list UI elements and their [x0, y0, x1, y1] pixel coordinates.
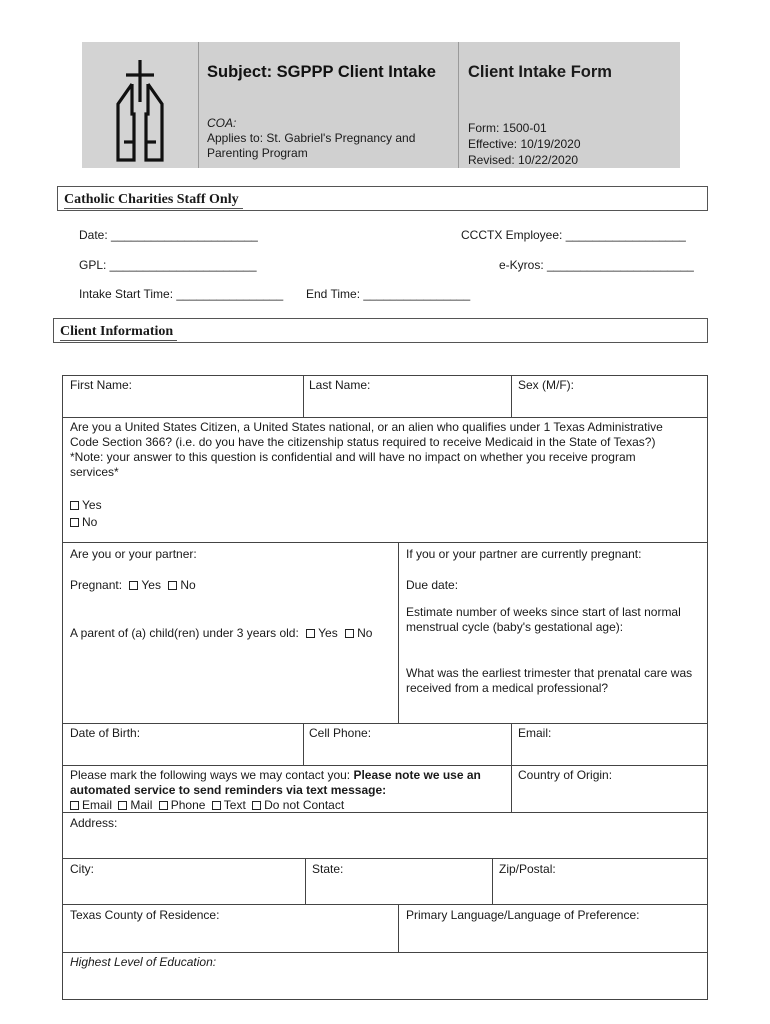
language-label[interactable]: Primary Language/Language of Preference: [406, 908, 640, 922]
citizenship-yes-option[interactable] [70, 498, 102, 513]
contact-options [70, 798, 344, 813]
checkbox-icon[interactable] [129, 581, 138, 590]
contact-intro: Please mark the following ways we may contact you: [70, 768, 354, 782]
client-info-table [62, 375, 708, 1000]
last-name-label[interactable]: Last Name: [309, 378, 371, 392]
email-label[interactable]: Email: [518, 726, 552, 740]
first-name-label[interactable]: First Name: [70, 378, 133, 392]
citizenship-note-line2: services* [70, 465, 119, 479]
pregnant-no-label[interactable]: No [180, 578, 196, 592]
intake-start-field[interactable]: Intake Start Time: ________________ [79, 287, 284, 301]
staff-section-title: Catholic Charities Staff Only [64, 192, 243, 209]
zip-label[interactable]: Zip/Postal: [499, 862, 556, 876]
yes-label: Yes [82, 498, 102, 512]
checkbox-icon[interactable] [252, 801, 261, 810]
gestational-weeks-label[interactable]: Estimate number of weeks since start of last normal menstrual cycle (baby's gestational age): [406, 605, 681, 634]
dob-label[interactable]: Date of Birth: [70, 726, 141, 740]
checkbox-icon[interactable] [70, 801, 79, 810]
sex-label[interactable]: Sex (M/F): [518, 378, 574, 392]
effective-date: Effective: 10/19/2020 [468, 137, 581, 151]
checkbox-icon[interactable] [70, 501, 79, 510]
form-number: Form: 1500-01 [468, 121, 547, 135]
form-meta [468, 120, 581, 168]
checkbox-icon[interactable] [159, 801, 168, 810]
county-label[interactable]: Texas County of Residence: [70, 908, 220, 922]
citizenship-note-line1: *Note: your answer to this question is confidential and will have no impact on whether you receive program [70, 450, 636, 464]
pregnant-label: Pregnant: [70, 578, 123, 592]
checkbox-icon[interactable] [306, 629, 315, 638]
staff-section-bar [57, 186, 708, 211]
contact-text-option[interactable]: Text [223, 798, 246, 812]
checkbox-icon[interactable] [212, 801, 221, 810]
contact-instructions [70, 768, 510, 798]
city-label[interactable]: City: [70, 862, 94, 876]
contact-note: Please note we use an automated service to send reminders via text message: [70, 768, 481, 797]
address-label[interactable]: Address: [70, 816, 118, 830]
parent-label: A parent of (a) child(ren) under 3 years old: [70, 626, 299, 640]
contact-none-option[interactable]: Do not Contact [264, 798, 345, 812]
checkbox-icon[interactable] [70, 518, 79, 527]
coa-label: COA: [207, 116, 237, 130]
contact-mail-option[interactable]: Mail [130, 798, 153, 812]
form-title: Client Intake Form [468, 63, 612, 81]
catholic-charities-cross-logo-icon [82, 42, 199, 168]
contact-phone-option[interactable]: Phone [170, 798, 206, 812]
pregnant-row [70, 578, 196, 593]
education-label[interactable]: Highest Level of Education: [70, 955, 217, 969]
contact-email-option[interactable]: Email [82, 798, 113, 812]
citizenship-question-line1: Are you a United States Citizen, a United States national, or an alien who qualifies under 1 Texas Administrative [70, 420, 663, 434]
form-info-panel [460, 42, 680, 168]
pregnant-yes-label[interactable]: Yes [141, 578, 161, 592]
parent-yes-label[interactable]: Yes [318, 626, 338, 640]
cell-phone-label[interactable]: Cell Phone: [309, 726, 372, 740]
client-section-title: Client Information [60, 324, 177, 341]
subject-panel [200, 42, 459, 168]
state-label[interactable]: State: [312, 862, 344, 876]
form-header [82, 42, 680, 168]
client-section-bar [53, 318, 708, 343]
parent-no-label[interactable]: No [357, 626, 373, 640]
parent-row [70, 626, 372, 641]
earliest-trimester-label[interactable]: What was the earliest trimester that prenatal care was received from a medical professional? [406, 666, 693, 695]
if-pregnant-label: If you or your partner are currently pregnant: [406, 547, 642, 561]
staff-employee-field[interactable]: CCCTX Employee: __________________ [461, 228, 686, 242]
logo-panel [82, 42, 199, 168]
staff-date-field[interactable]: Date: ______________________ [79, 228, 258, 242]
staff-gpl-field[interactable]: GPL: ______________________ [79, 258, 257, 272]
staff-ekyros-field[interactable]: e-Kyros: ______________________ [499, 258, 694, 272]
checkbox-icon[interactable] [345, 629, 354, 638]
subject-title: Subject: SGPPP Client Intake [207, 63, 436, 81]
revised-date: Revised: 10/22/2020 [468, 153, 579, 167]
end-time-field[interactable]: End Time: ________________ [306, 287, 471, 301]
no-label: No [82, 515, 98, 529]
due-date-label[interactable]: Due date: [406, 578, 459, 592]
citizenship-question-line2: Code Section 366? (i.e. do you have the citizenship status required to receive Medicaid in the State of Texas?) [70, 435, 656, 449]
partner-label: Are you or your partner: [70, 547, 197, 561]
citizenship-no-option[interactable] [70, 515, 97, 530]
checkbox-icon[interactable] [118, 801, 127, 810]
country-label[interactable]: Country of Origin: [518, 768, 613, 782]
checkbox-icon[interactable] [168, 581, 177, 590]
applies-to-text: Applies to: St. Gabriel's Pregnancy and Parenting Program [207, 131, 416, 160]
